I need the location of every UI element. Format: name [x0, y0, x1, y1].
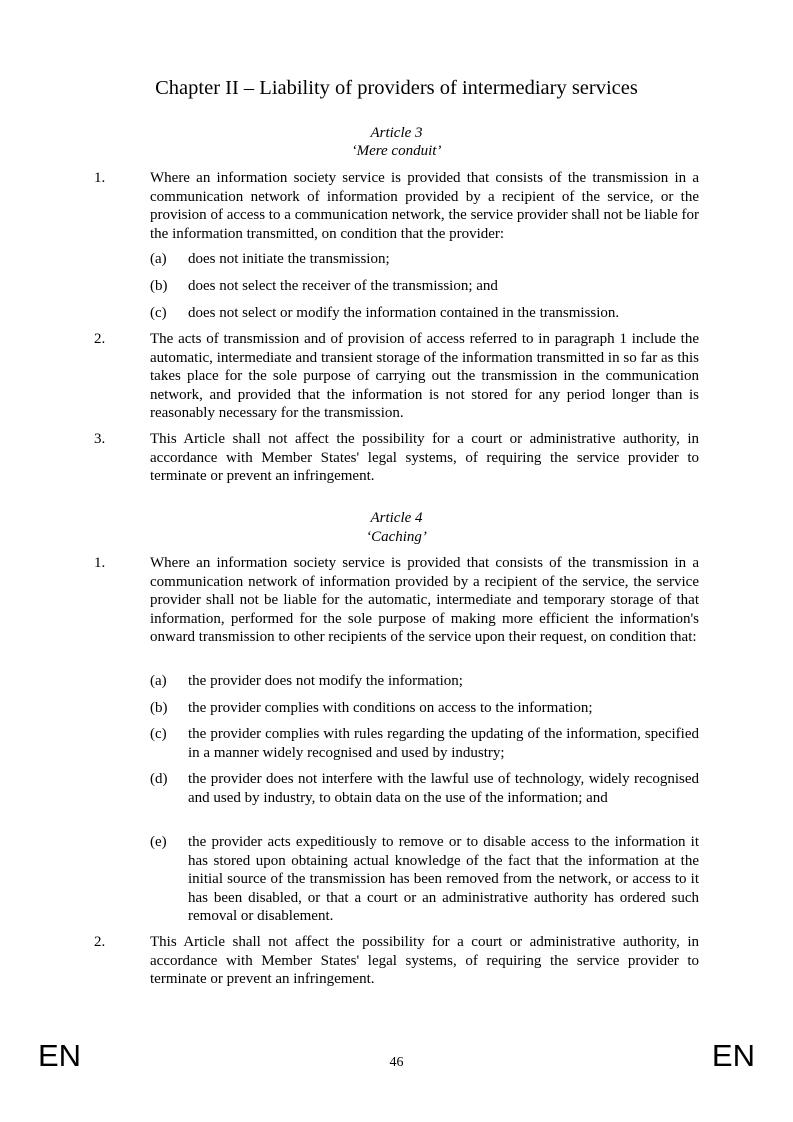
article-3-para-3-text: This Article shall not affect the possibility for a court or administrative authority, in accordance with Member States' legal systems, of requiring the service provider to terminate or prevent an infringement. [150, 431, 699, 484]
article-3-para-2-number: 2. [94, 331, 106, 347]
article-4-item-b-text: the provider complies with conditions on access to the information; [188, 700, 593, 716]
article-4-item-e-text: the provider acts expeditiously to remove or to disable access to the information it has stored upon obtaining actual knowledge of the fact that the information at the initial source of the transmission has been removed from the network, or access to it has been disabled, or that a court or an administrative authority has ordered such removal or disablement. [188, 834, 699, 924]
article-4-item-c-label: (c) [150, 726, 167, 742]
article-3-item-b-text: does not select the receiver of the transmission; and [188, 278, 498, 294]
article-4-item-e-label: (e) [150, 834, 167, 850]
article-3-para-2-text: The acts of transmission and of provision of access referred to in paragraph 1 include the automatic, intermediate and transient storage of the information transmitted in so far as this takes place for the sole purpose of carrying out the transmission in the communication network, and provided that the information is not stored for any period longer than is reasonably necessary for the transmission. [150, 331, 699, 421]
article-3-item-a-label: (a) [150, 251, 167, 267]
article-3-item-a-text: does not initiate the transmission; [188, 251, 390, 267]
article-4-para-2-text: This Article shall not affect the possibility for a court or administrative authority, in accordance with Member States' legal systems, of requiring the service provider to terminate or prevent an infringement. [150, 934, 699, 987]
article-3-item-c-label: (c) [150, 305, 167, 321]
article-3-heading: Article 3 [370, 125, 423, 141]
article-4-item-a-text: the provider does not modify the information; [188, 673, 463, 689]
footer-language-right: EN [711, 1038, 755, 1073]
article-4-subtitle: ‘Caching’ [366, 529, 427, 545]
page-number: 46 [389, 1055, 404, 1070]
article-4-item-a-label: (a) [150, 673, 167, 689]
article-3-para-1-number: 1. [94, 170, 106, 186]
article-4-item-d-label: (d) [150, 771, 168, 787]
article-4-para-1-text: Where an information society service is provided that consists of the transmission in a communication network of information provided by a recipient of the service, the service provider shall not be liable for the automatic, intermediate and temporary storage of that information, performed for the sole purpose of making more efficient the information's onward transmission to other recipients of the service upon their request, on condition that: [150, 555, 699, 645]
article-3-item-b-label: (b) [150, 278, 168, 294]
article-3-subtitle: ‘Mere conduit’ [351, 143, 442, 159]
article-4-heading: Article 4 [370, 510, 423, 526]
footer-language-left: EN [38, 1038, 82, 1073]
article-4-para-1-number: 1. [94, 555, 106, 571]
article-4-item-d-text: the provider does not interfere with the lawful use of technology, widely recognised and used by industry, to obtain data on the use of the information; and [188, 771, 699, 806]
article-4-para-2-number: 2. [94, 934, 106, 950]
article-3-para-3-number: 3. [94, 431, 106, 447]
article-3-item-c-text: does not select or modify the information contained in the transmission. [188, 305, 620, 321]
chapter-title: Chapter II – Liability of providers of intermediary services [155, 77, 638, 99]
article-4-item-b-label: (b) [150, 700, 168, 716]
article-3-para-1-text: Where an information society service is provided that consists of the transmission in a communication network of information provided by a recipient of the service, or the provision of access to a communication network, the service provider shall not be liable for the information transmitted, on condition that the provider: [150, 170, 699, 242]
article-4-item-c-text: the provider complies with rules regarding the updating of the information, specified in a manner widely recognised and used by industry; [188, 726, 699, 761]
